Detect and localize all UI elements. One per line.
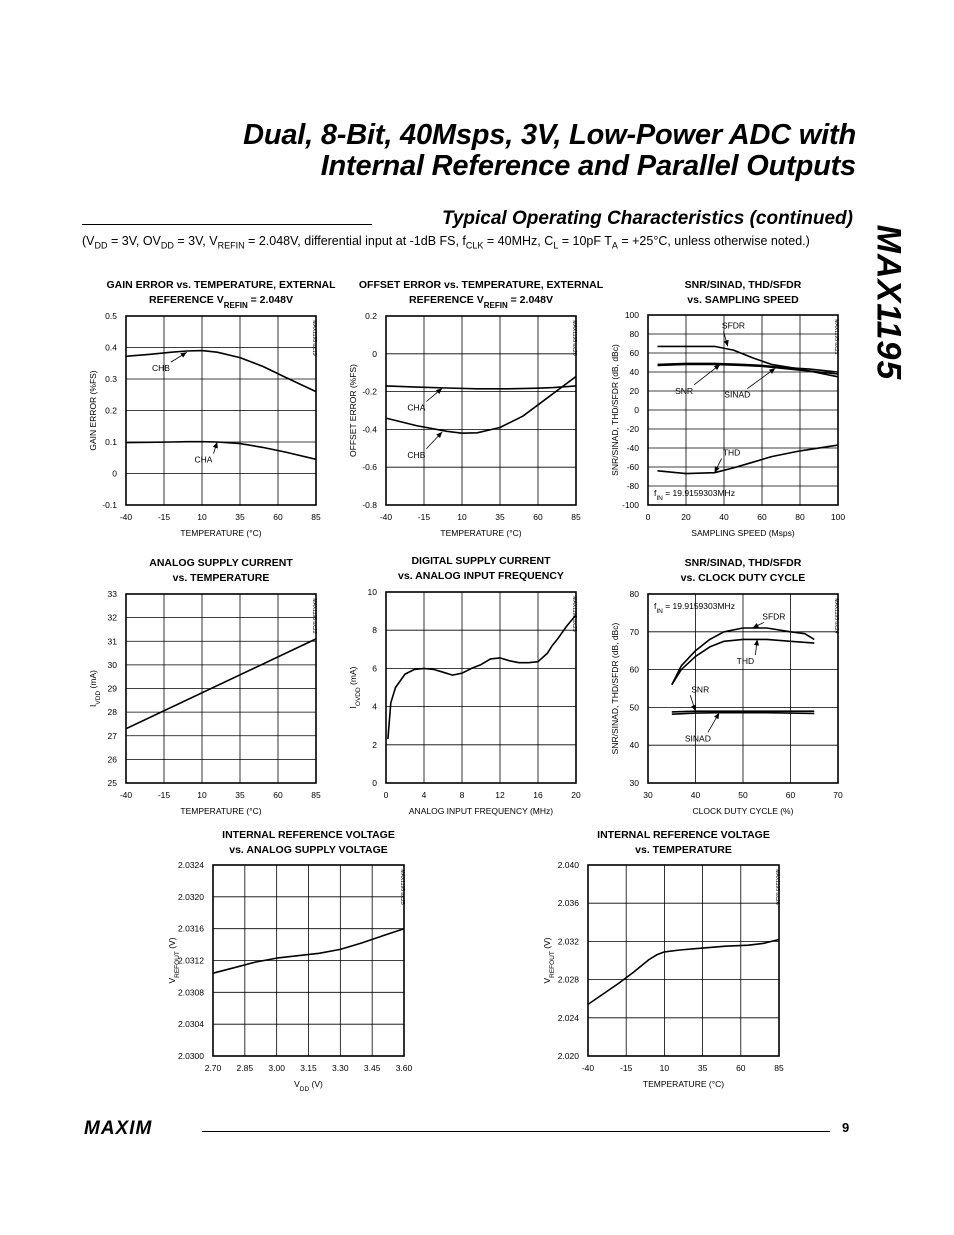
- series-label: CHB: [407, 449, 426, 460]
- x-tick-label: -15: [417, 512, 431, 522]
- chart-title-line: vs. ANALOG INPUT FREQUENCY: [398, 570, 564, 582]
- y-tick-label: -0.1: [102, 500, 117, 510]
- series-label: CHB: [151, 363, 170, 374]
- x-tick-label: 10: [659, 1063, 670, 1073]
- x-tick-label: 30: [643, 790, 653, 800]
- x-tick-label: 0: [645, 512, 651, 522]
- x-tick-label: 50: [738, 790, 748, 800]
- chart-gain-error: [88, 279, 336, 538]
- chart-title-line: GAIN ERROR vs. TEMPERATURE, EXTERNAL: [106, 279, 336, 291]
- x-tick-label: 80: [795, 512, 805, 522]
- y-tick-label: 26: [107, 754, 117, 765]
- maxim-logo-text: MAXIM: [84, 1118, 153, 1138]
- y-tick-label: -0.4: [362, 424, 377, 435]
- x-tick-label: 2.85: [236, 1063, 254, 1073]
- plot-frame: [588, 865, 779, 1056]
- series-label: CHA: [194, 454, 213, 465]
- x-tick-label: 85: [571, 512, 581, 522]
- annotation-arrowhead: [180, 352, 186, 357]
- y-axis-label: SNR/SINAD, THD/SFDR (dB, dBc): [610, 622, 620, 755]
- y-tick-label: 2.040: [557, 860, 579, 870]
- y-axis-label: $I_{OVDD}$ (mA): [348, 666, 362, 709]
- y-axis-label: GAIN ERROR (%FS): [88, 370, 98, 451]
- y-tick-label: 27: [107, 730, 117, 741]
- chart-title-line: INTERNAL REFERENCE VOLTAGE: [222, 829, 395, 841]
- figure-tag: MAX1195 toc22: [311, 598, 317, 634]
- y-tick-label: 20: [629, 386, 639, 396]
- y-tick-label: 70: [629, 626, 639, 637]
- y-axis-label: $I_{VDD}$ (mA): [88, 670, 102, 707]
- y-tick-label: 10: [367, 587, 377, 597]
- x-tick-label: 100: [830, 512, 846, 522]
- chart-snr-vs-speed: [610, 279, 845, 538]
- chart-title-line: vs. ANALOG SUPPLY VOLTAGE: [229, 844, 388, 856]
- y-tick-label: 100: [624, 310, 639, 320]
- page-title-line1: Dual, 8-Bit, 40Msps, 3V, Low-Power ADC with: [243, 119, 856, 151]
- x-tick-label: 35: [495, 512, 505, 522]
- x-tick-label: -40: [379, 512, 393, 522]
- x-tick-label: 85: [774, 1063, 784, 1073]
- chart-title-line: vs. TEMPERATURE: [635, 844, 732, 856]
- y-axis-label: $V_{REFOUT}$ (V): [542, 937, 556, 984]
- series-line-cha: [386, 386, 576, 389]
- annotation-arrowhead: [213, 442, 218, 449]
- series-line: [388, 615, 576, 739]
- x-tick-label: 10: [197, 790, 207, 800]
- figure-tag: MAX1195 toc24: [833, 598, 839, 634]
- y-tick-label: 2.028: [557, 974, 579, 985]
- x-tick-label: 20: [681, 512, 691, 522]
- page-number: 9: [842, 1120, 850, 1135]
- y-tick-label: 40: [629, 740, 639, 751]
- chart-title-line: REFERENCE $V_{REFIN} = 2.048V$: [409, 294, 553, 310]
- footer-rule: [202, 1131, 830, 1132]
- y-tick-label: -0.8: [362, 500, 377, 510]
- chart-vref-vs-vdd: [167, 829, 413, 1093]
- x-tick-label: 2.70: [204, 1063, 222, 1073]
- y-tick-label: 80: [629, 589, 639, 599]
- chart-snr-vs-duty: [610, 557, 843, 816]
- series-line-thd: [658, 445, 839, 474]
- y-tick-label: 2.036: [557, 898, 579, 909]
- y-tick-label: 32: [107, 612, 117, 623]
- chart-title-line: vs. CLOCK DUTY CYCLE: [680, 572, 806, 584]
- y-tick-label: 0.1: [105, 437, 117, 447]
- y-tick-label: 0: [372, 348, 377, 359]
- x-tick-label: -15: [157, 790, 171, 800]
- chart-analog-current: [88, 557, 321, 816]
- annotation-arrowhead: [714, 713, 719, 719]
- series-label: THD: [722, 447, 741, 458]
- figure-tag: MAX1195 toc26: [774, 869, 780, 905]
- y-tick-label: 8: [372, 625, 377, 636]
- y-tick-label: 50: [629, 702, 639, 713]
- x-tick-label: 4: [421, 790, 427, 800]
- series-label: SINAD: [724, 389, 751, 400]
- y-tick-label: 33: [107, 589, 117, 599]
- figure-tag: MAX1195 toc21: [833, 319, 839, 355]
- x-tick-label: 40: [719, 512, 729, 522]
- y-tick-label: 2.0316: [178, 923, 204, 934]
- chart-title-line: REFERENCE $V_{REFIN} = 2.048V$: [149, 294, 293, 310]
- x-tick-label: 3.15: [300, 1063, 317, 1073]
- x-tick-label: 0: [383, 790, 389, 800]
- x-axis-label: TEMPERATURE (°C): [180, 528, 262, 538]
- chart-offset-error: [348, 279, 604, 538]
- y-tick-label: 25: [107, 778, 117, 788]
- series-label: SFDR: [762, 611, 786, 622]
- chart-digital-current: [348, 555, 581, 816]
- figure-tag: MAX1195 toc20: [571, 320, 577, 356]
- x-tick-label: 35: [235, 790, 245, 800]
- x-axis-label: TEMPERATURE (°C): [642, 1079, 725, 1089]
- test-conditions: ($V_{DD} = 3V$, $OV_{DD} = 3V$, $V_{REFIN} = 2.048V$, differential input at -1dB FS, $f_{CLK} = 40MHz$, $C_L = 10pF$ $T_A = +25^\circ C$, unless otherwise noted.): [82, 234, 810, 251]
- annotation-arrowhead: [714, 364, 720, 370]
- x-tick-label: 60: [785, 790, 796, 800]
- x-tick-label: -40: [581, 1063, 595, 1073]
- figure-tag: MAX1195 toc25: [399, 869, 405, 905]
- x-tick-label: 3.60: [395, 1063, 413, 1073]
- plot-frame: [386, 592, 576, 783]
- y-tick-label: 2.024: [557, 1012, 579, 1023]
- x-tick-label: 20: [571, 790, 581, 800]
- series-line: [126, 639, 316, 729]
- x-axis-label: $V_{DD}$ (V): [294, 1079, 323, 1093]
- chart-title-line: OFFSET ERROR vs. TEMPERATURE, EXTERNAL: [358, 279, 604, 291]
- y-tick-label: 2.0320: [178, 891, 204, 902]
- y-tick-label: 2.0300: [178, 1051, 204, 1061]
- maxim-logo: [84, 1118, 194, 1138]
- x-axis-label: TEMPERATURE (°C): [180, 806, 262, 816]
- series-label: CHA: [407, 402, 426, 413]
- y-tick-label: 31: [107, 636, 117, 647]
- y-tick-label: 0.5: [105, 311, 117, 321]
- x-tick-label: 85: [311, 790, 321, 800]
- x-tick-label: 60: [736, 1063, 746, 1073]
- x-tick-label: 40: [690, 790, 701, 800]
- x-tick-label: 3.00: [268, 1063, 285, 1073]
- y-tick-label: 2.0304: [178, 1019, 204, 1030]
- x-tick-label: -15: [157, 512, 171, 522]
- x-tick-label: 10: [457, 512, 467, 522]
- y-tick-label: 60: [629, 348, 639, 358]
- chart-title-line: INTERNAL REFERENCE VOLTAGE: [597, 829, 770, 841]
- x-tick-label: 3.30: [332, 1063, 349, 1073]
- chart-title-line: ANALOG SUPPLY CURRENT: [149, 557, 293, 569]
- y-tick-label: 28: [107, 707, 117, 718]
- x-axis-label: TEMPERATURE (°C): [440, 528, 522, 538]
- y-tick-label: 29: [107, 683, 117, 694]
- annotation-arrowhead: [754, 639, 759, 645]
- x-tick-label: 35: [235, 512, 245, 522]
- chart-title-line: vs. TEMPERATURE: [172, 572, 270, 584]
- section-title: Typical Operating Characteristics (continued): [441, 208, 853, 229]
- series-label: SFDR: [721, 320, 746, 331]
- annotation-arrowhead: [691, 705, 696, 712]
- x-tick-label: 70: [833, 790, 843, 800]
- chart-title-line: vs. SAMPLING SPEED: [687, 294, 799, 306]
- series-line-snr: [672, 711, 815, 712]
- chart-title-line: DIGITAL SUPPLY CURRENT: [411, 555, 551, 567]
- y-tick-label: 0: [372, 778, 377, 788]
- annotation-arrowhead: [769, 368, 775, 374]
- x-axis-label: ANALOG INPUT FREQUENCY (MHz): [408, 806, 554, 816]
- y-tick-label: 0.2: [105, 405, 117, 416]
- y-tick-label: -60: [626, 462, 639, 472]
- y-tick-label: 2.032: [557, 936, 579, 947]
- x-tick-label: 60: [533, 512, 543, 522]
- series-line: [588, 940, 779, 1005]
- y-tick-label: 80: [629, 329, 639, 339]
- y-tick-label: 2: [372, 739, 377, 750]
- y-axis-label: OFFSET ERROR (%FS): [348, 364, 358, 457]
- side-part-number-text: MAX1195: [869, 224, 908, 381]
- y-tick-label: 4: [372, 701, 377, 712]
- x-tick-label: 12: [495, 790, 505, 800]
- series-label: SINAD: [684, 733, 711, 744]
- chart-title-line: SNR/SINAD, THD/SFDR: [684, 279, 802, 291]
- x-tick-label: 3.45: [363, 1063, 381, 1073]
- y-tick-label: -40: [626, 443, 639, 453]
- y-tick-label: 60: [629, 664, 639, 675]
- x-axis-label: SAMPLING SPEED (Msps): [691, 528, 795, 538]
- y-axis-label: $V_{REFOUT}$ (V): [167, 937, 181, 984]
- series-label: THD: [736, 655, 755, 666]
- figure-tag: MAX1195 toc23: [571, 596, 577, 632]
- y-tick-label: 0.2: [365, 311, 377, 321]
- x-tick-label: 35: [697, 1063, 708, 1073]
- x-tick-label: -15: [620, 1063, 633, 1073]
- series-label: SNR: [675, 385, 694, 396]
- y-tick-label: -0.6: [362, 462, 377, 473]
- y-tick-label: 0: [112, 468, 117, 479]
- y-tick-label: 6: [372, 663, 377, 674]
- figure-tag: MAX1195 toc19: [311, 320, 317, 356]
- y-tick-label: -80: [626, 481, 639, 491]
- y-tick-label: 2.020: [557, 1051, 579, 1061]
- x-tick-label: 10: [197, 512, 207, 522]
- y-tick-label: 30: [107, 659, 117, 670]
- y-tick-label: 0.3: [105, 374, 117, 384]
- y-tick-label: 30: [629, 778, 639, 788]
- x-tick-label: -40: [119, 512, 133, 522]
- page-title-line2: Internal Reference and Parallel Outputs: [320, 150, 856, 182]
- legend-note: $f_{IN} = 19.9159303MHz$: [654, 601, 735, 615]
- y-tick-label: 40: [629, 367, 639, 377]
- legend-note: $f_{IN} = 19.9159303MHz$: [654, 488, 735, 502]
- annotation-arrowhead: [724, 340, 729, 346]
- y-tick-label: -0.2: [362, 386, 377, 397]
- series-line-cha: [126, 442, 316, 460]
- x-tick-label: 60: [273, 512, 283, 522]
- series-label: SNR: [691, 684, 710, 695]
- y-tick-label: 2.0324: [178, 860, 204, 870]
- y-tick-label: 0: [634, 405, 639, 415]
- x-tick-label: 8: [459, 790, 465, 800]
- y-tick-label: -100: [621, 500, 639, 510]
- x-tick-label: -40: [119, 790, 133, 800]
- y-tick-label: 2.0312: [178, 955, 204, 966]
- y-tick-label: -20: [626, 424, 639, 434]
- x-tick-label: 60: [273, 790, 283, 800]
- y-tick-label: 0.4: [105, 342, 117, 353]
- y-axis-label: SNR/SINAD, THD/SFDR (dB, dBc): [610, 344, 620, 476]
- y-tick-label: 2.0308: [178, 987, 204, 998]
- chart-vref-vs-temp: [542, 829, 784, 1089]
- x-tick-label: 85: [311, 512, 321, 522]
- x-tick-label: 16: [533, 790, 543, 800]
- chart-title-line: SNR/SINAD, THD/SFDR: [684, 557, 802, 569]
- x-tick-label: 60: [757, 512, 767, 522]
- x-axis-label: CLOCK DUTY CYCLE (%): [692, 806, 794, 816]
